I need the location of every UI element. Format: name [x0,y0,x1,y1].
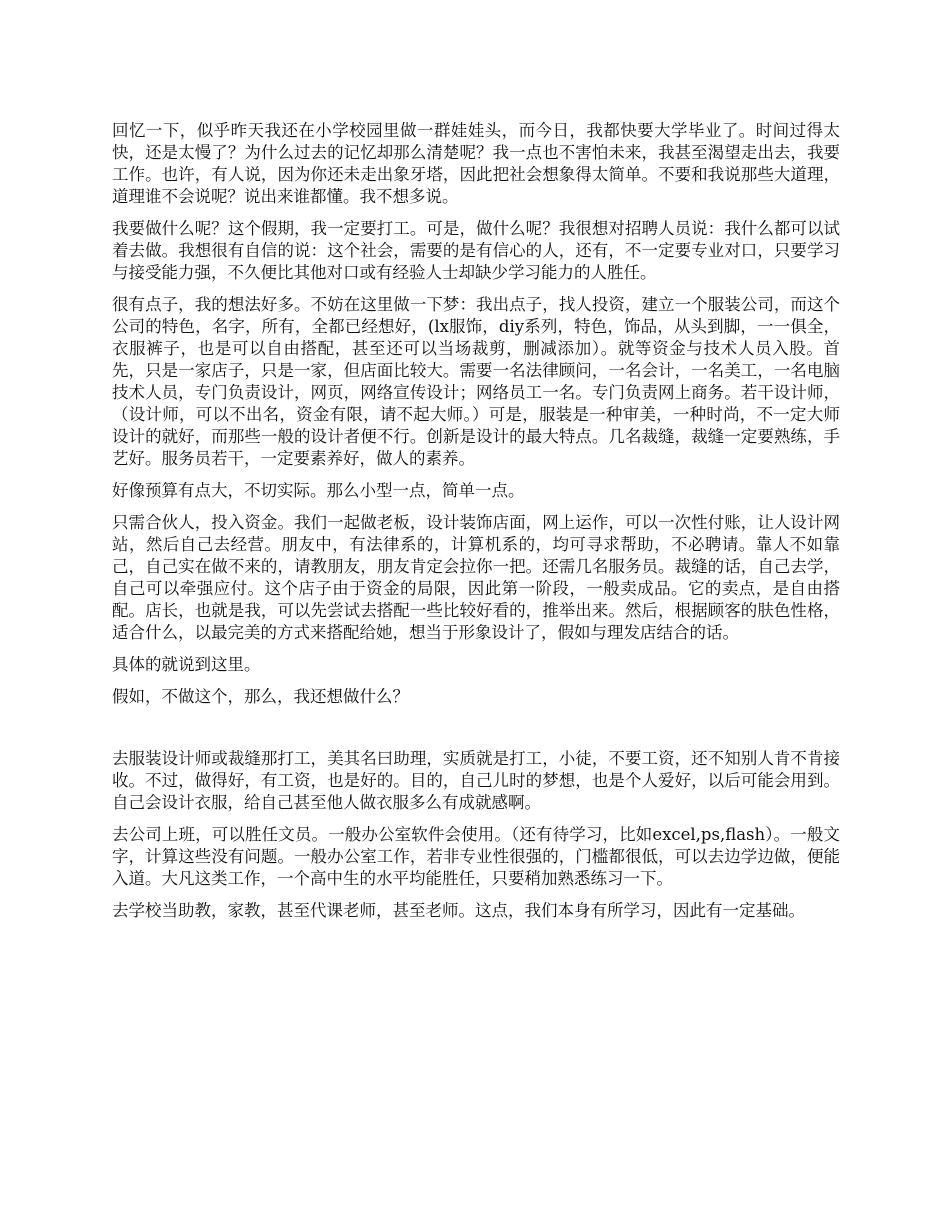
paragraph-1: 回忆一下，似乎昨天我还在小学校园里做一群娃娃头，而今日，我都快要大学毕业了。时间过得太快，还是太慢了？为什么过去的记忆却那么清楚呢？我一点也不害怕未来，我甚至渴望走出去，我要工作。也许，有人说，因为你还未走出象牙塔，因此把社会想象得太简单。不要和我说那些大道理，道理谁不会说呢？说出来谁都懂。我不想多说。 [112,121,840,206]
paragraph-8: 去服装设计师或裁缝那打工，美其名曰助理，实质就是打工，小徒，不要工资，还不知别人肯不肯接收。不过，做得好，有工资，也是好的。目的，自己儿时的梦想，也是个人爱好，以后可能会用到。自己会设计衣服，给自己甚至他人做衣服多么有成就感啊。 [112,749,840,812]
paragraph-4: 好像预算有点大，不切实际。那么小型一点，简单一点。 [112,481,525,500]
section-gap [112,718,840,748]
document-body [112,120,840,932]
paragraph-9: 去公司上班，可以胜任文员。一般办公室软件会使用。（还有待学习，比如excel,ps,flash）。一般文字，计算这些没有问题。一般办公室工作，若非专业性很强的，门槛都很低，可以去边学边做，便能入道。大凡这类工作，一个高中生的水平均能胜任，只要稍加熟悉练习一下。 [112,825,840,888]
paragraph-7: 假如，不做这个，那么，我还想做什么？ [112,687,409,706]
paragraph-10: 去学校当助教，家教，甚至代课老师，甚至老师。这点，我们本身有所学习，因此有一定基础。 [112,901,805,920]
paragraph-5: 只需合伙人，投入资金。我们一起做老板，设计装饰店面，网上运作，可以一次性付账，让人设计网站，然后自己去经营。朋友中，有法律系的，计算机系的，均可寻求帮助，不必聘请。靠人不如靠己，自己实在做不来的，请教朋友，朋友肯定会拉你一把。还需几名服务员。裁缝的话，自己去学，自己可以牵强应付。这个店子由于资金的局限，因此第一阶段，一般卖成品。它的卖点，是自由搭配。店长，也就是我，可以先尝试去搭配一些比较好看的，推举出来。然后，根据顾客的肤色性格，适合什么，以最完美的方式来搭配给她，想当于形象设计了，假如与理发店结合的话。 [112,513,840,642]
paragraph-2: 我要做什么呢？这个假期，我一定要打工。可是，做什么呢？我很想对招聘人员说：我什么都可以试着去做。我想很有自信的说：这个社会，需要的是有信心的人，还有，不一定要专业对口，只要学习与接受能力强，不久便比其他对口或有经验人士却缺少学习能力的人胜任。 [112,219,840,282]
paragraph-6: 具体的就说到这里。 [112,655,261,674]
paragraph-3: 很有点子，我的想法好多。不妨在这里做一下梦：我出点子，找人投资，建立一个服装公司，而这个公司的特色，名字，所有，全都已经想好，(lx服饰，diy系列，特色，饰品，从头到脚，一一俱全，衣服裤子，也是可以自由搭配，甚至还可以当场裁剪，删减添加）。就等资金与技术人员入股。首先，只是一家店子，只是一家，但店面比较大。需要一名法律顾问，一名会计，一名美工，一名电脑技术人员，专门负责设计，网页，网络宣传设计；网络员工一名。专门负责网上商务。若干设计师，（设计师，可以不出名，资金有限，请不起大师。）可是，服装是一种审美，一种时尚，不一定大师设计的就好，而那些一般的设计者便不行。创新是设计的最大特点。几名裁缝，裁缝一定要熟练，手艺好。服务员若干，一定要素养好，做人的素养。 [112,295,840,468]
